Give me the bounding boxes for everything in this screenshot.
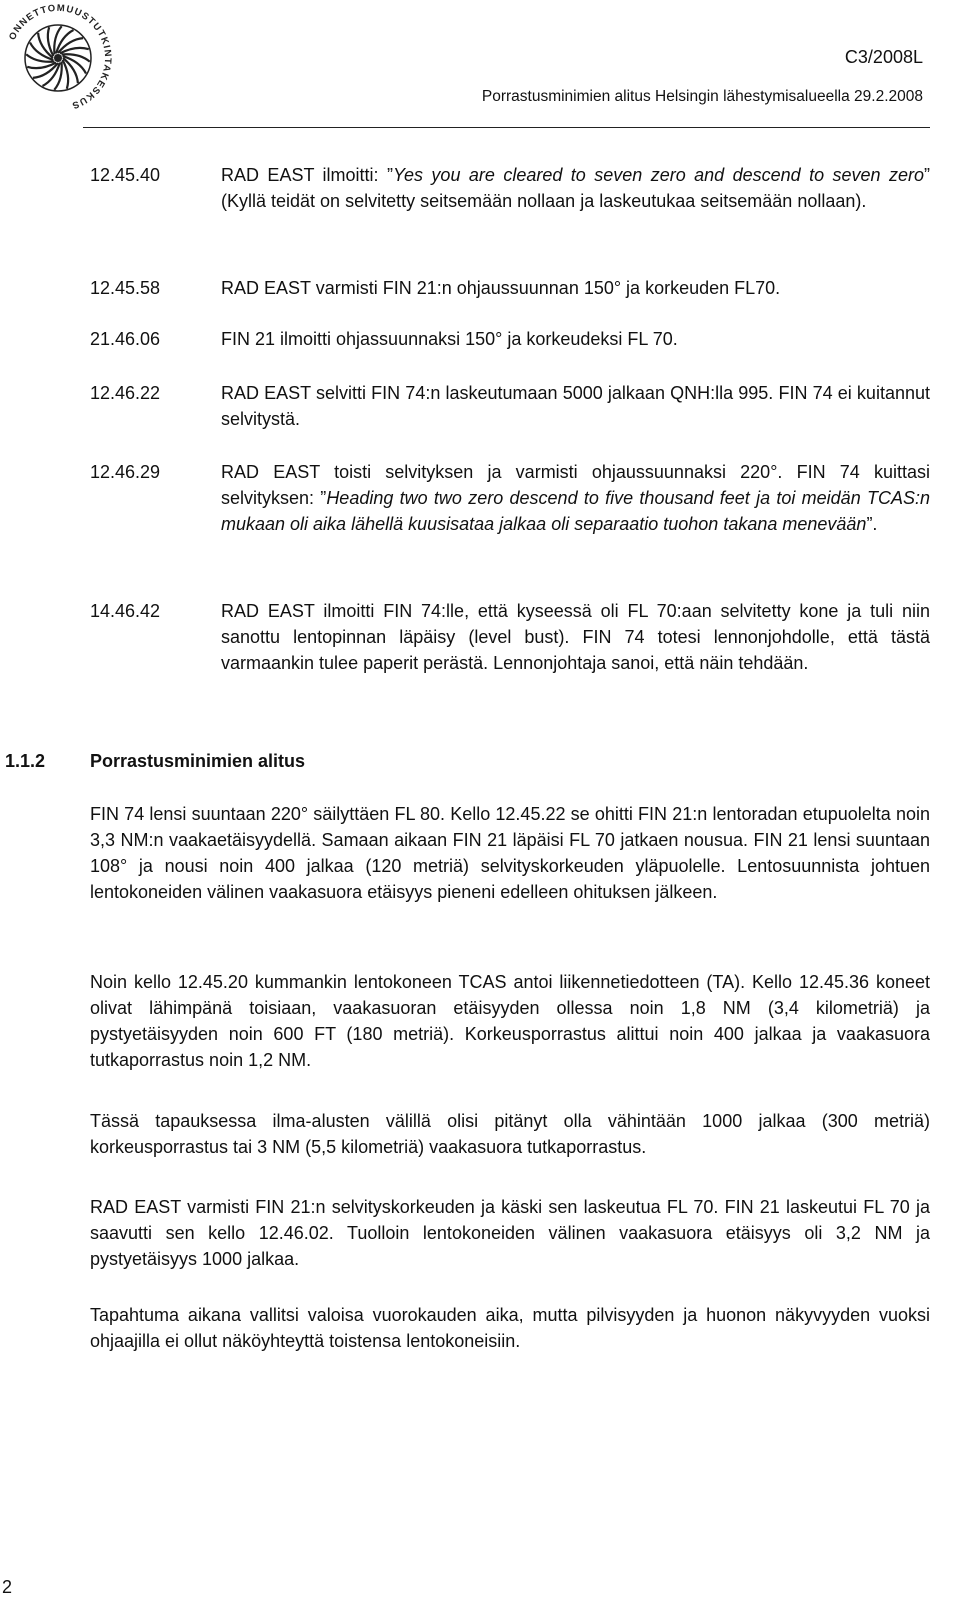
- log-text: FIN 21 ilmoitti ohjassuunnaksi 150° ja korkeudeksi FL 70.: [221, 329, 678, 349]
- page-number: 2: [2, 1577, 13, 1597]
- agency-logo: [2, 2, 114, 114]
- document-id: C3/2008L: [844, 47, 923, 67]
- log-entry: [90, 598, 930, 676]
- logo-ring-text: ONNETTOMUUSTUTKINTAKESKUS: [6, 2, 114, 111]
- section-title: Porrastusminimien alitus: [90, 751, 306, 771]
- log-entry: [90, 326, 930, 352]
- body-paragraph: Noin kello 12.45.20 kummankin lentokoneen TCAS antoi liikennetiedotteen (TA). Kello 12.45.36 koneet olivat lähimpänä toisiaan, vaakasuoran etäisyyden ollessa noin 1,8 NM (3,4 kilometriä) ja pystyetäisyyden noin 600 FT (180 metriä). Korkeusporrastus alittui noin 400 jalkaa ja vaakasuora tutkaporrastus noin 1,2 NM.: [90, 972, 930, 1070]
- body-paragraph: Tässä tapauksessa ilma-alusten välillä olisi pitänyt olla vähintään 1000 jalkaa (300 metriä) korkeusporrastus tai 3 NM (5,5 kilometriä) vaakasuora tutkaporrastus.: [90, 1111, 930, 1157]
- section-heading: [5, 751, 305, 772]
- body-paragraph: FIN 74 lensi suuntaan 220° säilyttäen FL 80. Kello 12.45.22 se ohitti FIN 21:n lentoradan etupuolelta noin 3,3 NM:n vaakaetäisyydellä. Samaan aikaan FIN 21 läpäisi FL 70 jatkaen nousua. FIN 21 lensi suuntaan 108° ja nousi noin 400 jalkaa (120 metriä) selvityskorkeuden yläpuolelle. Lentosuunnista johtuen lentokoneiden välinen vaakasuora etäisyys pieneni edelleen ohituksen jälkeen.: [90, 804, 930, 902]
- log-entry: [90, 275, 930, 301]
- log-quote: Yes you are cleared to seven zero and descend to seven zero: [392, 165, 924, 185]
- document-subtitle: Porrastusminimien alitus Helsingin lähestymisalueella 29.2.2008: [481, 88, 923, 105]
- log-text: RAD EAST toisti selvityksen ja varmisti ohjaussuunnaksi 220°. FIN 74 kuittasi selvityksen: ”Heading two two zero descend to five thousand feet ja toi meidän TCAS:n mukaan oli aika lähellä kuusisataa jalkaa oli separaatio tuohon takana menevään”.: [221, 462, 930, 534]
- log-time: 14.46.42: [90, 601, 161, 621]
- log-entry: [90, 162, 930, 214]
- log-text: RAD EAST selvitti FIN 74:n laskeutumaan 5000 jalkaan QNH:lla 995. FIN 74 ei kuitannut selvitystä.: [221, 383, 930, 429]
- log-entry: [90, 380, 930, 432]
- section-number: 1.1.2: [5, 751, 46, 771]
- log-time: 12.45.58: [90, 278, 161, 298]
- log-time: 12.46.29: [90, 462, 161, 482]
- log-text: RAD EAST ilmoitti FIN 74:lle, että kyseessä oli FL 70:aan selvitetty kone ja tuli niin sanottu lentopinnan läpäisy (level bust). FIN 74 totesi lennonjohdolle, että tästä varmaankin tulee paperit perästä. Lennonjohtaja sanoi, että näin tehdään.: [221, 601, 930, 673]
- log-quote: Heading two two zero descend to five thousand feet ja toi meidän TCAS:n mukaan oli aika lähellä kuusisataa jalkaa oli separaatio tuohon takana menevään: [221, 488, 930, 534]
- spiral-emblem-icon: [25, 25, 91, 91]
- log-entry: [90, 459, 930, 537]
- body-paragraph: Tapahtuma aikana vallitsi valoisa vuorokauden aika, mutta pilvisyyden ja huonon näkyvyyden vuoksi ohjaajilla ei ollut näköyhteyttä toistensa lentokoneisiin.: [90, 1305, 930, 1351]
- log-text: RAD EAST ilmoitti: ”Yes you are cleared to seven zero and descend to seven zero” (Kyllä teidät on selvitetty seitsemään nollaan ja laskeutukaa seitsemään nollaan).: [221, 165, 930, 211]
- log-time: 12.45.40: [90, 165, 161, 185]
- log-text: RAD EAST varmisti FIN 21:n ohjaussuunnan 150° ja korkeuden FL70.: [221, 278, 781, 298]
- body-paragraph: RAD EAST varmisti FIN 21:n selvityskorkeuden ja käski sen laskeutua FL 70. FIN 21 laskeutui FL 70 ja saavutti sen kello 12.46.02. Tuolloin lentokoneiden välinen vaakasuora etäisyys oli 3,2 NM ja pystyetäisyys 1000 jalkaa.: [90, 1197, 930, 1269]
- header-divider: [83, 127, 930, 128]
- log-time: 12.46.22: [90, 383, 161, 403]
- log-time: 21.46.06: [90, 329, 161, 349]
